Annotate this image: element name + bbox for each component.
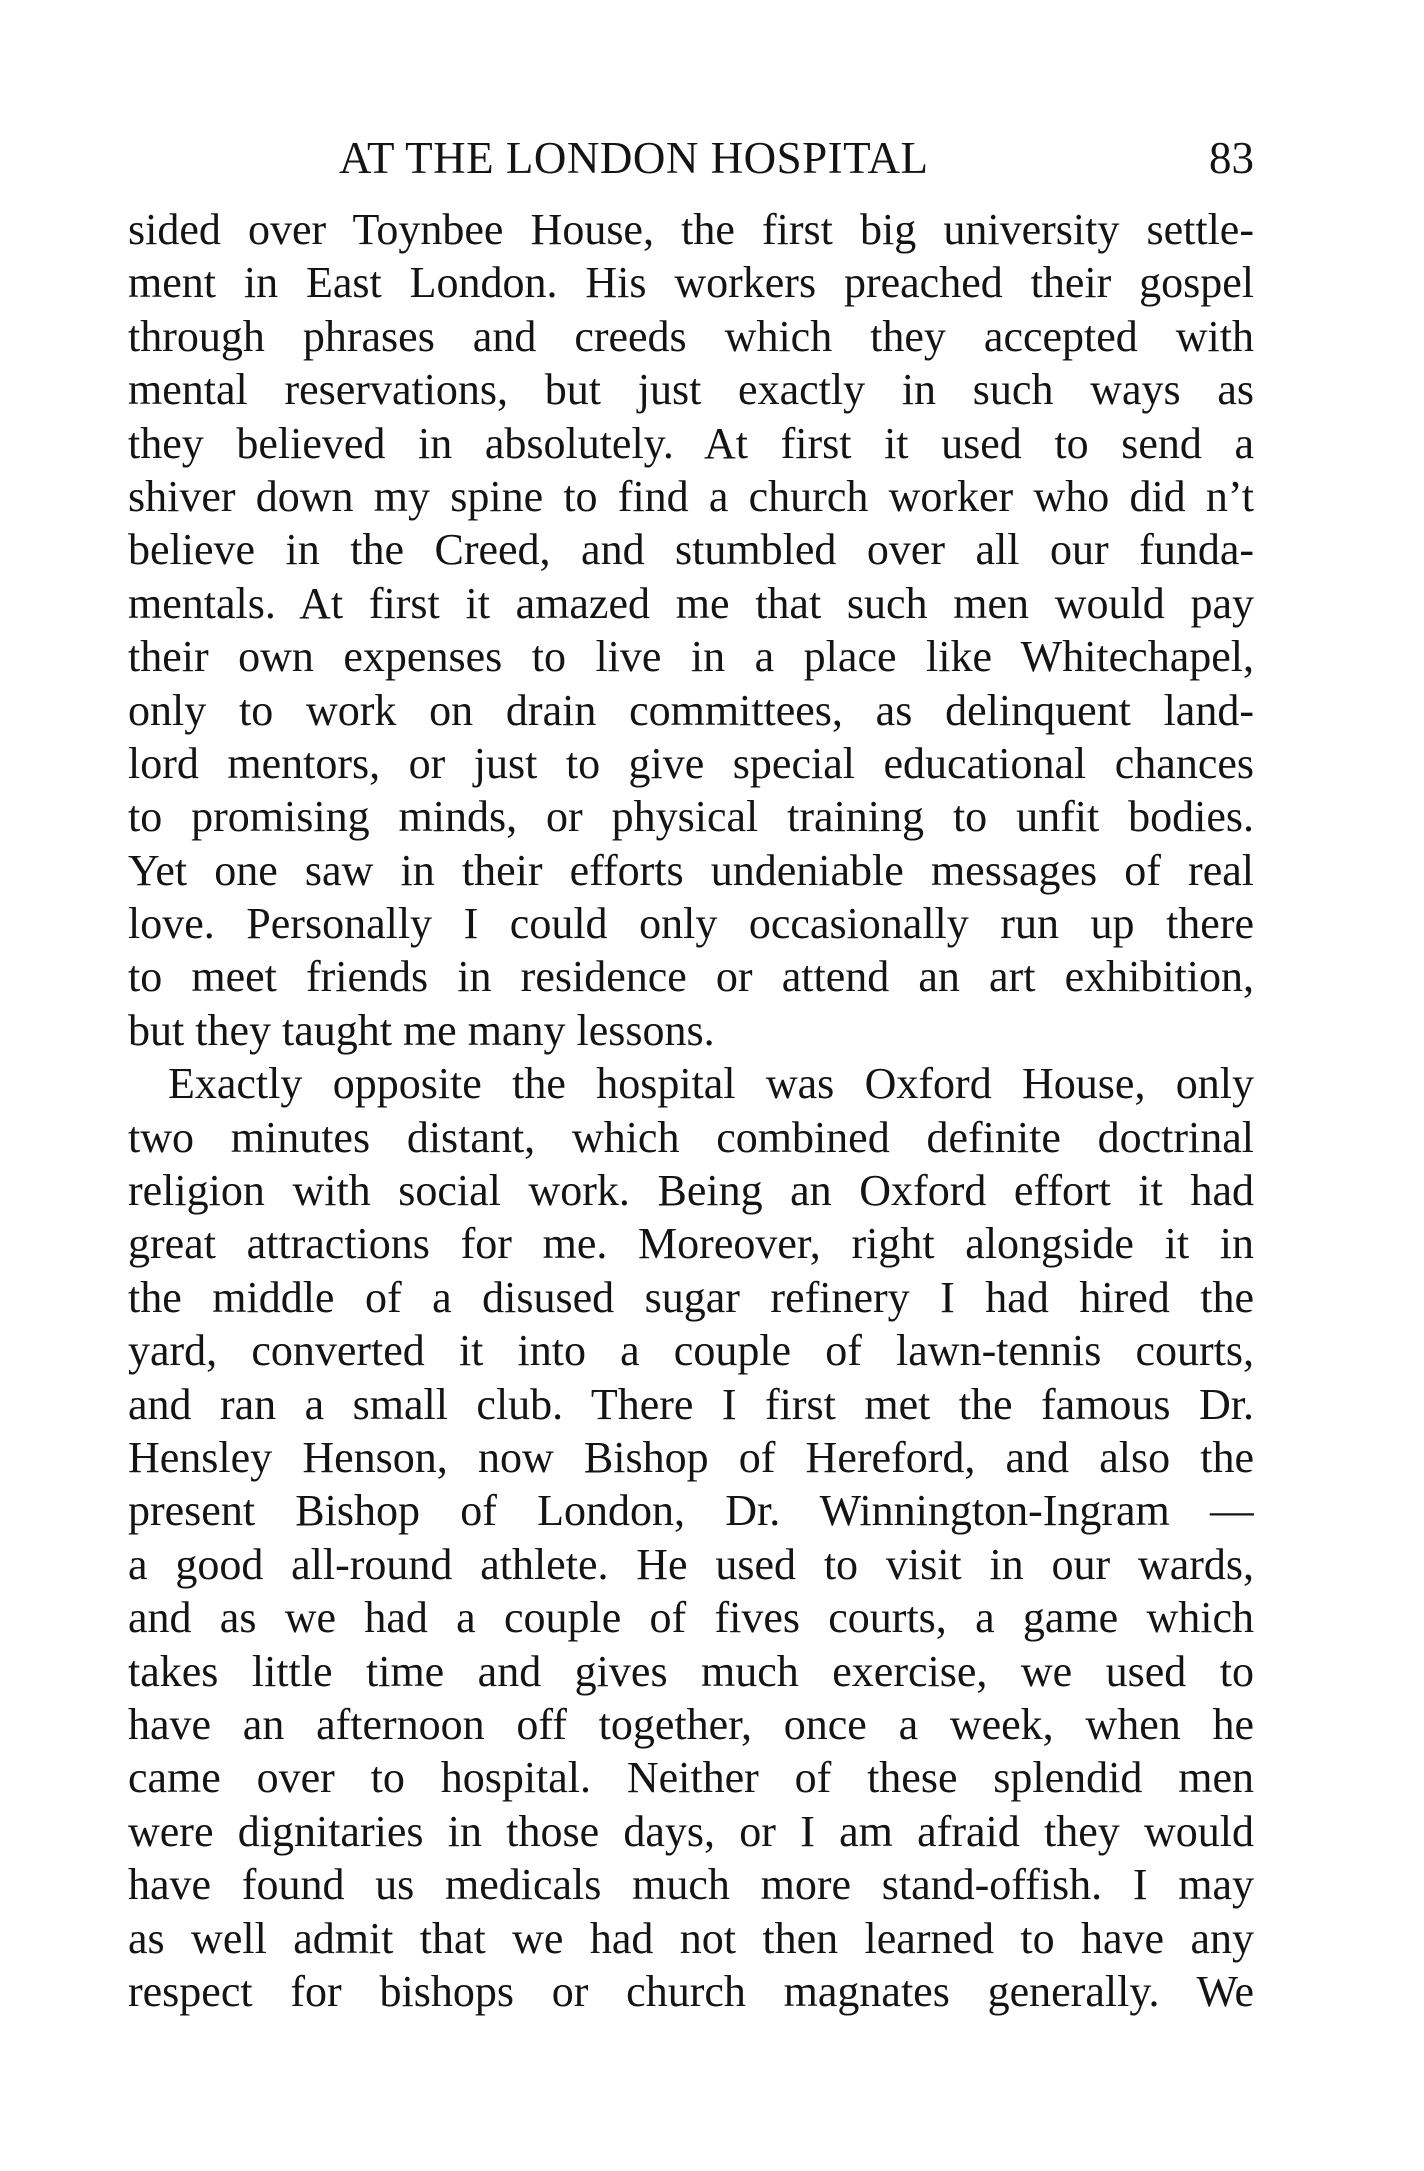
text-line: Exactly opposite the hospital was Oxford House, only [168, 1059, 1254, 1109]
text-line: mentals. At first it amazed me that such men would pay [128, 578, 1254, 628]
body-text [128, 203, 1254, 2018]
text-line: yard, converted it into a couple of lawn-tennis courts, [128, 1326, 1254, 1376]
text-line: the middle of a disused sugar refinery I had hired the [128, 1272, 1254, 1322]
text-line: came over to hospital. Neither of these splendid men [128, 1753, 1254, 1803]
text-line: two minutes distant, which combined definite doctrinal [128, 1112, 1254, 1162]
text-line: they believed in absolutely. At first it used to send a [128, 418, 1254, 468]
text-line: religion with social work. Being an Oxford effort it had [128, 1166, 1254, 1216]
running-title: AT THE LONDON HOSPITAL [339, 133, 929, 183]
page-number: 83 [1209, 133, 1254, 183]
text-line: sided over Toynbee House, the first big university settle- [128, 205, 1254, 254]
running-head [128, 128, 1254, 188]
text-line: Yet one saw in their efforts undeniable messages of real [128, 845, 1254, 895]
text-line: have an afternoon off together, once a week, when he [128, 1699, 1254, 1749]
text-line: lord mentors, or just to give special educational chances [128, 738, 1254, 788]
text-line: to promising minds, or physical training to unfit bodies. [128, 792, 1254, 842]
text-line: and ran a small club. There I first met the famous Dr. [128, 1379, 1254, 1429]
text-line: present Bishop of London, Dr. Winnington-Ingram — [128, 1486, 1254, 1536]
text-line: but they taught me many lessons. [128, 1005, 715, 1055]
text-line: ment in East London. His workers preached their gospel [128, 258, 1254, 308]
paragraph-1 [128, 203, 1254, 1057]
text-line: great attractions for me. Moreover, right alongside it in [128, 1219, 1254, 1269]
text-line: through phrases and creeds which they accepted with [128, 311, 1254, 361]
text-line: Hensley Henson, now Bishop of Hereford, and also the [128, 1432, 1254, 1482]
text-line: respect for bishops or church magnates generally. We [128, 1966, 1254, 2016]
text-line: have found us medicals much more stand-offish. I may [128, 1860, 1254, 1910]
text-line: takes little time and gives much exercise, we used to [128, 1646, 1254, 1696]
paragraph-2 [128, 1057, 1254, 2018]
text-line: as well admit that we had not then learned to have any [128, 1913, 1254, 1963]
text-line: only to work on drain committees, as delinquent land- [128, 685, 1254, 735]
text-line: a good all-round athlete. He used to visit in our wards, [128, 1539, 1254, 1589]
text-line: shiver down my spine to find a church worker who did n’t [128, 471, 1254, 521]
text-line: mental reservations, but just exactly in such ways as [128, 365, 1254, 415]
text-line: to meet friends in residence or attend an art exhibition, [128, 952, 1254, 1002]
text-line: and as we had a couple of fives courts, a game which [128, 1593, 1254, 1643]
text-line: believe in the Creed, and stumbled over all our funda- [128, 525, 1254, 575]
text-line: their own expenses to live in a place like Whitechapel, [128, 632, 1254, 682]
text-line: love. Personally I could only occasionally run up there [128, 899, 1254, 949]
text-line: were dignitaries in those days, or I am afraid they would [128, 1806, 1254, 1856]
